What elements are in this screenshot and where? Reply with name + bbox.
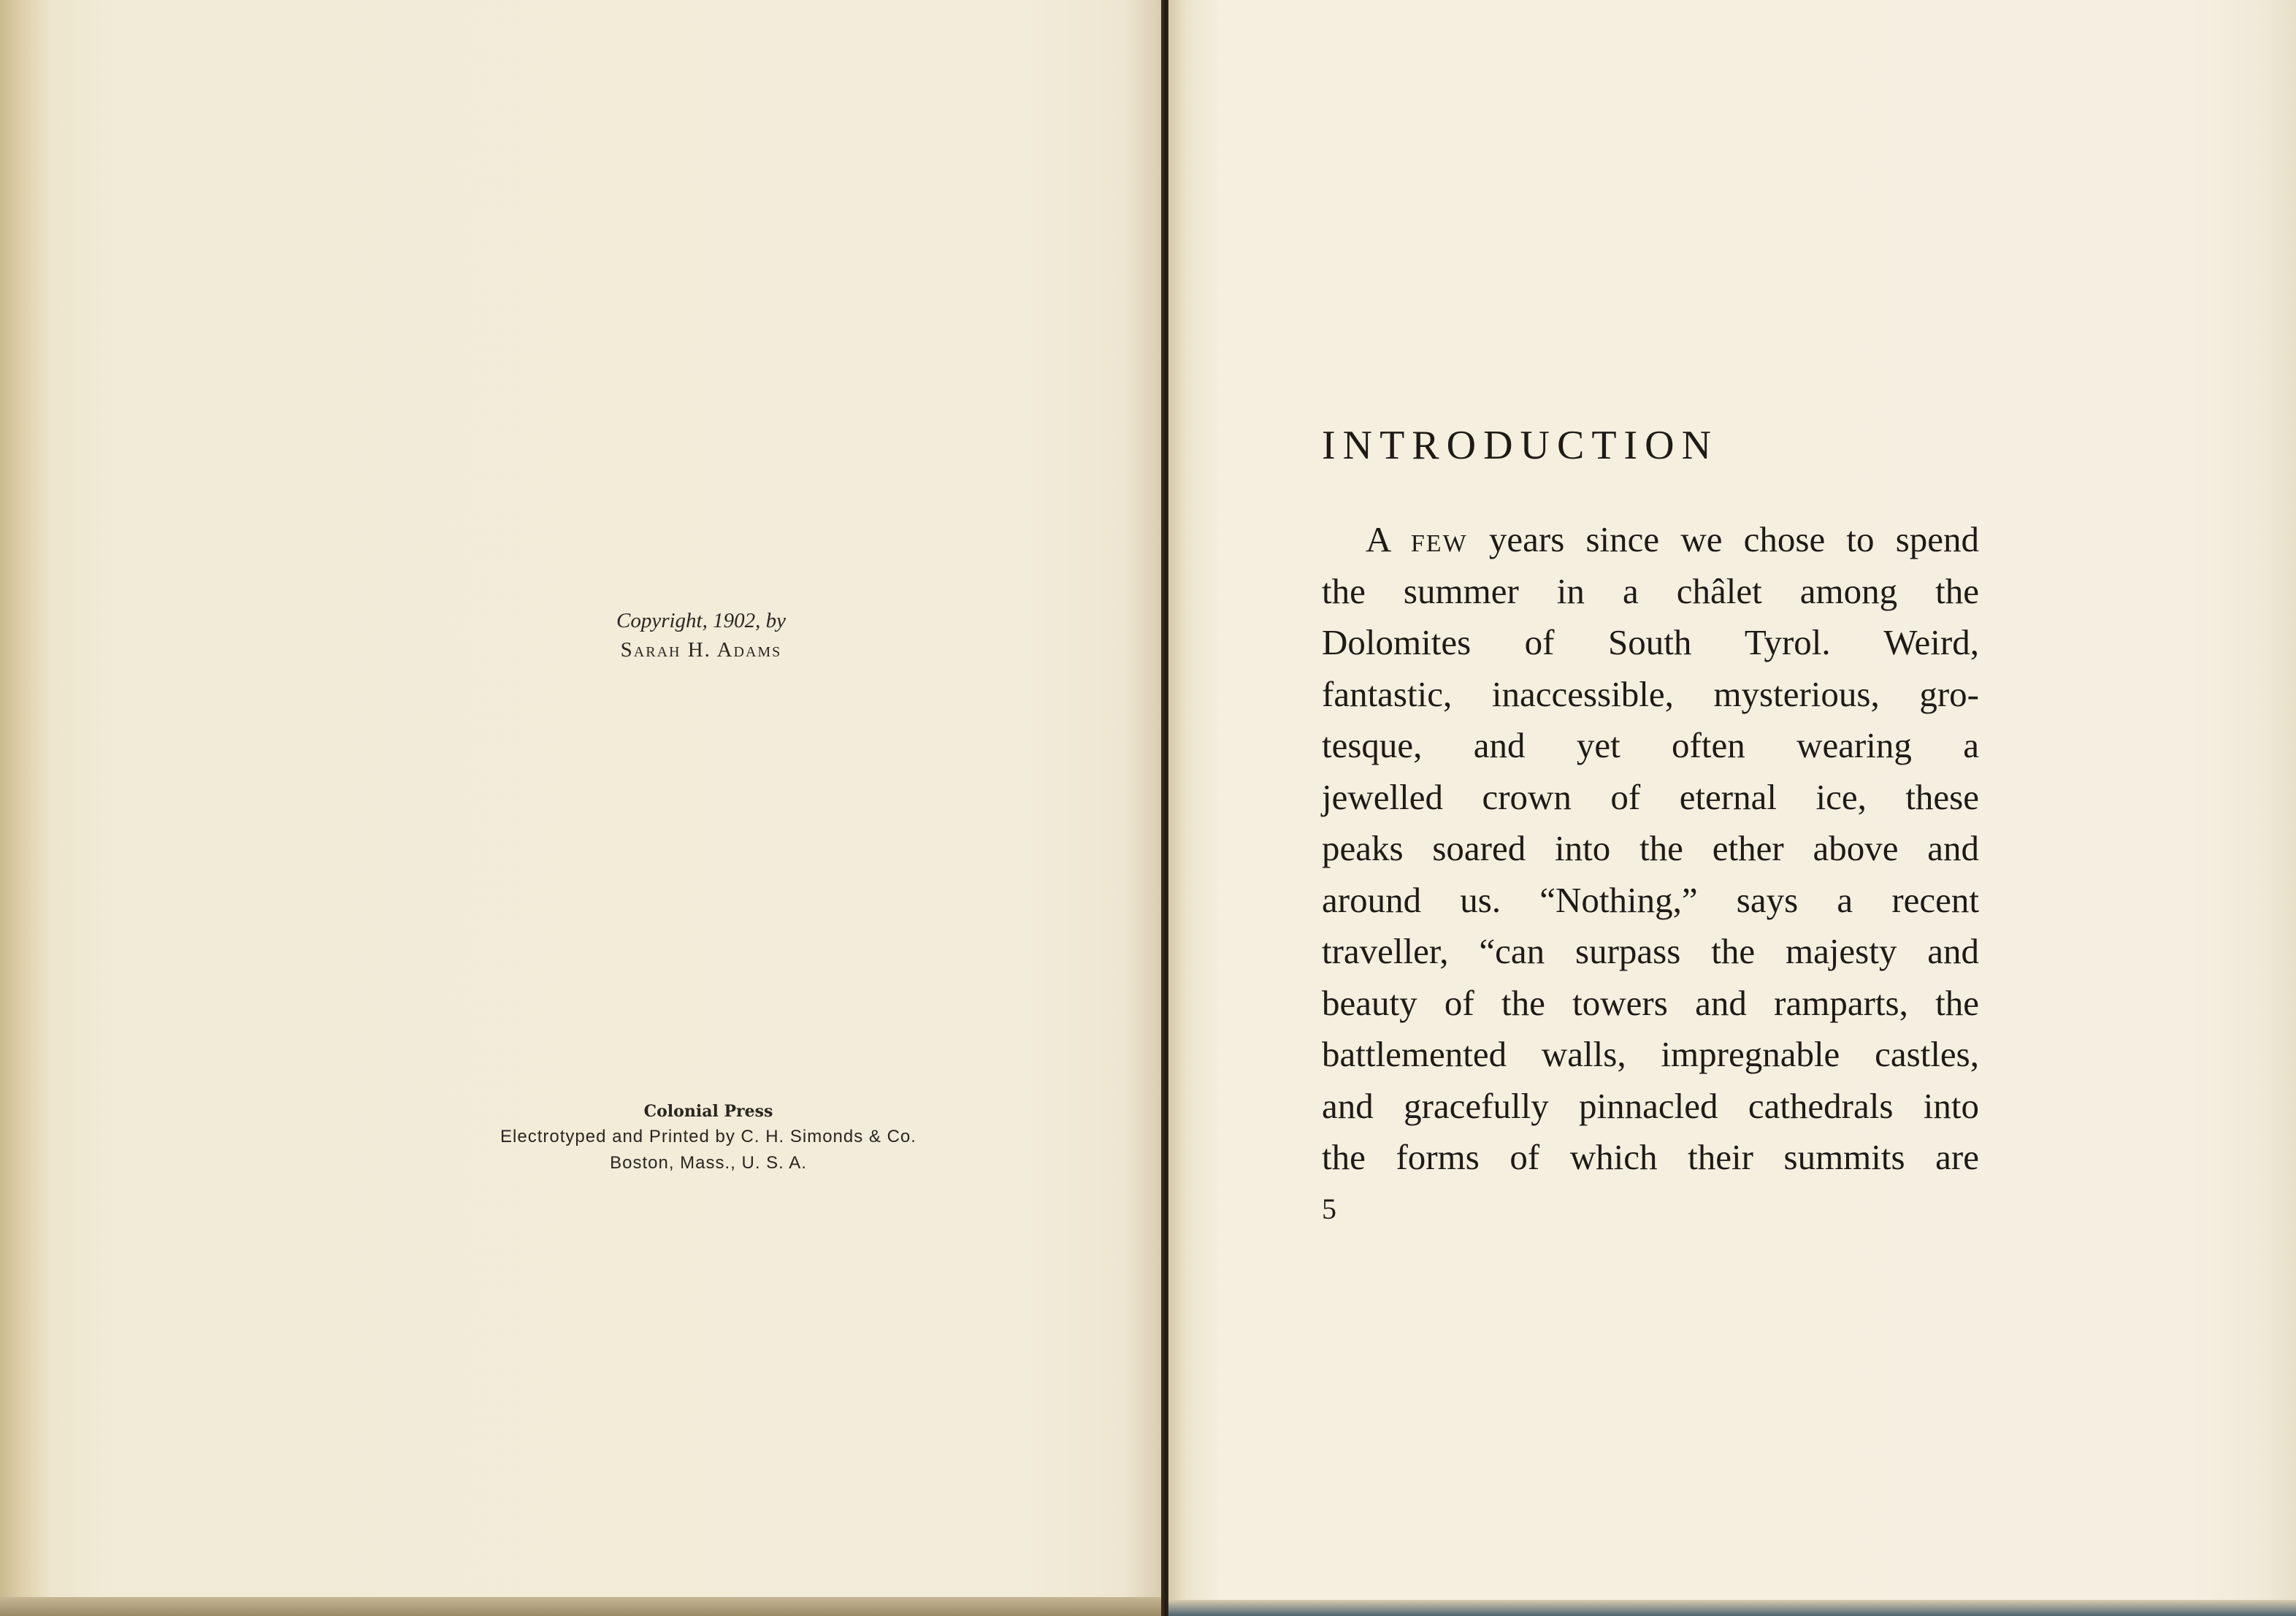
right-page-edge bbox=[1168, 1600, 2296, 1616]
opening-word: A bbox=[1366, 519, 1390, 559]
text-line-8: around us. “Nothing,” says a recent bbox=[1322, 879, 1979, 920]
chapter-title: INTRODUCTION bbox=[1322, 423, 1719, 468]
press-name: Colonial Press bbox=[643, 1102, 773, 1121]
left-page-edge bbox=[0, 1597, 1163, 1616]
text-line-5: tesque, and yet often wearing a bbox=[1322, 725, 1979, 765]
printer-imprint bbox=[438, 1099, 979, 1176]
introduction-text bbox=[1322, 514, 1979, 1184]
text-line-1 bbox=[1322, 514, 1979, 566]
copyright-line: Copyright, 1902, by bbox=[616, 609, 786, 632]
printer-line: Electrotyped and Printed by C. H. Simonds & Co. bbox=[500, 1127, 917, 1146]
page-number: 5 bbox=[1322, 1192, 1336, 1225]
text-line-2: the summer in a châlet among the bbox=[1322, 570, 1979, 611]
text-line-4: fantastic, inaccessible, mysterious, gro- bbox=[1322, 673, 1979, 714]
text-line-11: battlemented walls, impregnable castles, bbox=[1322, 1034, 1979, 1074]
text-line-13: the forms of which their summits are bbox=[1322, 1137, 1979, 1177]
text-line-10: beauty of the towers and ramparts, the bbox=[1322, 982, 1979, 1023]
author-name: Sarah H. Adams bbox=[620, 638, 782, 662]
copyright-notice bbox=[570, 606, 833, 665]
line-1-rest: years since we chose to spend bbox=[1488, 519, 1980, 559]
opening-smallcaps: few bbox=[1410, 519, 1468, 559]
text-line-7: peaks soared into the ether above and bbox=[1322, 828, 1979, 868]
text-line-6: jewelled crown of eternal ice, these bbox=[1322, 776, 1979, 817]
text-line-9: traveller, “can surpass the majesty and bbox=[1322, 931, 1979, 971]
text-line-12: and gracefully pinnacled cathedrals into bbox=[1322, 1085, 1979, 1126]
text-line-3: Dolomites of South Tyrol. Weird, bbox=[1322, 622, 1979, 662]
location-line: Boston, Mass., U. S. A. bbox=[610, 1153, 807, 1173]
